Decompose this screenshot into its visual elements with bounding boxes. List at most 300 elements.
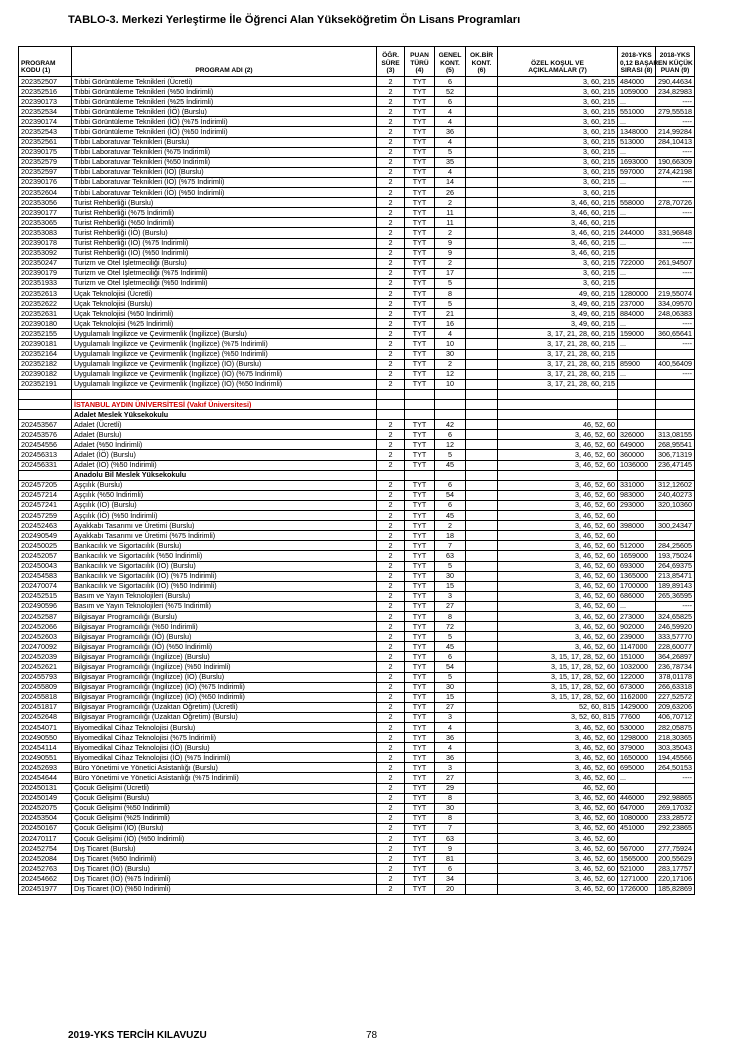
cell-extra-quota (466, 702, 498, 712)
cell-extra-quota (466, 490, 498, 500)
cell-success-rank (618, 389, 656, 399)
cell-program-code: 202352191 (19, 379, 72, 389)
cell-duration: 2 (377, 450, 405, 460)
cell-program-code: 202390177 (19, 208, 72, 218)
cell-extra-quota (466, 571, 498, 581)
cell-success-rank (618, 188, 656, 198)
cell-program-name: Aşçılık (Burslu) (72, 480, 377, 490)
cell-general-quota: 17 (435, 268, 466, 278)
cell-success-rank: 1565000 (618, 854, 656, 864)
cell-score-type: TYT (405, 127, 435, 137)
cell-score-type: TYT (405, 218, 435, 228)
cell-conditions: 3, 46, 52, 60 (498, 773, 618, 783)
cell-extra-quota (466, 622, 498, 632)
cell-general-quota: 5 (435, 450, 466, 460)
table-row (19, 601, 695, 611)
cell-extra-quota (466, 218, 498, 228)
cell-min-score: 209,63206 (656, 702, 695, 712)
cell-program-code: 202352534 (19, 107, 72, 117)
header-duration (377, 47, 405, 77)
cell-program-name: Adalet (Burslu) (72, 430, 377, 440)
cell-program-name: Basım ve Yayın Teknolojileri (%75 İndirimli) (72, 601, 377, 611)
cell-general-quota: 6 (435, 500, 466, 510)
cell-extra-quota (466, 117, 498, 127)
cell-program-name: Bilgisayar Programcılığı (İngilizce) (İÖ) (%75 İndirimli) (72, 682, 377, 692)
cell-general-quota: 8 (435, 793, 466, 803)
cell-conditions: 3, 46, 52, 60 (498, 490, 618, 500)
cell-general-quota: 14 (435, 177, 466, 187)
cell-success-rank: 159000 (618, 329, 656, 339)
cell-program-code: 202454114 (19, 743, 72, 753)
cell-general-quota: 30 (435, 803, 466, 813)
cell-success-rank: 983000 (618, 490, 656, 500)
cell-conditions: 3, 46, 52, 60 (498, 823, 618, 833)
cell-success-rank: 513000 (618, 137, 656, 147)
cell-min-score: 283,17757 (656, 864, 695, 874)
header-line: ÖĞR. (382, 52, 399, 60)
cell-conditions: 3, 46, 60, 215 (498, 198, 618, 208)
cell-program-name: Bilgisayar Programcılığı (İngilizce) (%50 İndirimli) (72, 662, 377, 672)
cell-conditions: 3, 46, 52, 60 (498, 763, 618, 773)
table-row (19, 379, 695, 389)
cell-min-score: 219,55074 (656, 288, 695, 298)
cell-program-code: 202352613 (19, 288, 72, 298)
cell-success-rank: ... (618, 177, 656, 187)
cell-duration: 2 (377, 117, 405, 127)
cell-min-score: 220,17106 (656, 874, 695, 884)
cell-min-score (656, 218, 695, 228)
cell-duration: 2 (377, 611, 405, 621)
header-line: SIRASI (8) (620, 67, 653, 75)
cell-score-type: TYT (405, 278, 435, 288)
cell-score-type: TYT (405, 551, 435, 561)
cell-min-score: ---- (656, 339, 695, 349)
cell-min-score: 324,65825 (656, 611, 695, 621)
cell-score-type: TYT (405, 299, 435, 309)
cell-conditions: 3, 46, 52, 60 (498, 844, 618, 854)
table-row (19, 430, 695, 440)
cell-program-name: Uygulamalı İngilizce ve Çevirmenlik (İngilizce) (İÖ) (%50 İndirimli) (72, 379, 377, 389)
cell-extra-quota (466, 278, 498, 288)
cell-general-quota: 54 (435, 662, 466, 672)
cell-duration: 2 (377, 581, 405, 591)
table-row (19, 177, 695, 187)
cell-program-code: 202352622 (19, 299, 72, 309)
cell-general-quota: 81 (435, 854, 466, 864)
cell-min-score: ---- (656, 773, 695, 783)
cell-min-score (656, 278, 695, 288)
header-line: 2018-YKS (621, 52, 652, 60)
cell-conditions: 3, 46, 60, 215 (498, 228, 618, 238)
cell-conditions (498, 470, 618, 480)
cell-program-code: 202352561 (19, 137, 72, 147)
cell-program-code: 202353083 (19, 228, 72, 238)
cell-general-quota: 9 (435, 248, 466, 258)
cell-score-type: TYT (405, 682, 435, 692)
cell-extra-quota (466, 77, 498, 87)
cell-duration: 2 (377, 208, 405, 218)
cell-program-code: 202452693 (19, 763, 72, 773)
cell-success-rank (618, 278, 656, 288)
cell-success-rank: ... (618, 339, 656, 349)
cell-program-name: Turist Rehberliği (%75 İndirimli) (72, 208, 377, 218)
cell-program-name: Bankacılık ve Sigortacılık (İÖ) (Burslu) (72, 561, 377, 571)
cell-general-quota: 2 (435, 521, 466, 531)
cell-success-rank: 446000 (618, 793, 656, 803)
cell-program-name: Çocuk Gelişimi (%50 İndirimli) (72, 803, 377, 813)
table-row (19, 773, 695, 783)
cell-conditions: 3, 17, 21, 28, 60, 215 (498, 329, 618, 339)
cell-program-code: 202390180 (19, 319, 72, 329)
cell-general-quota: 4 (435, 723, 466, 733)
cell-duration: 2 (377, 127, 405, 137)
cell-conditions: 3, 49, 60, 215 (498, 309, 618, 319)
cell-program-code: 202452621 (19, 662, 72, 672)
cell-program-name: Dış Ticaret (%50 İndirimli) (72, 854, 377, 864)
table-row (19, 127, 695, 137)
cell-success-rank: 695000 (618, 763, 656, 773)
cell-min-score (656, 511, 695, 521)
cell-score-type: TYT (405, 440, 435, 450)
cell-extra-quota (466, 188, 498, 198)
cell-min-score: 185,82869 (656, 884, 695, 894)
cell-duration: 2 (377, 258, 405, 268)
cell-duration: 2 (377, 288, 405, 298)
cell-program-name: Uygulamalı İngilizce ve Çevirmenlik (İngilizce) (İÖ) (%75 İndirimli) (72, 369, 377, 379)
header-line: KONT. (440, 59, 460, 67)
cell-extra-quota (466, 137, 498, 147)
cell-conditions: 3, 46, 60, 215 (498, 238, 618, 248)
cell-program-name: Aşçılık (İÖ) (Burslu) (72, 500, 377, 510)
cell-success-rank: 273000 (618, 611, 656, 621)
cell-extra-quota (466, 884, 498, 894)
cell-conditions (498, 389, 618, 399)
table-row (19, 258, 695, 268)
cell-program-name: Uygulamalı İngilizce ve Çevirmenlik (İngilizce) (İÖ) (Burslu) (72, 359, 377, 369)
cell-program-name: Aşçılık (İÖ) (%50 İndirimli) (72, 511, 377, 521)
cell-program-code: 202452515 (19, 591, 72, 601)
cell-score-type: TYT (405, 480, 435, 490)
cell-program-code: 202454071 (19, 723, 72, 733)
table-row (19, 591, 695, 601)
cell-general-quota: 2 (435, 258, 466, 268)
cell-min-score: 213,85471 (656, 571, 695, 581)
cell-score-type (405, 389, 435, 399)
table-row (19, 369, 695, 379)
header-score-type (405, 47, 435, 77)
page-number: 78 (366, 1030, 378, 1041)
cell-success-rank: ... (618, 601, 656, 611)
cell-conditions: 3, 46, 52, 60 (498, 581, 618, 591)
header-program-code (19, 47, 72, 77)
cell-extra-quota (466, 682, 498, 692)
cell-score-type: TYT (405, 137, 435, 147)
cell-conditions: 3, 52, 60, 815 (498, 712, 618, 722)
cell-program-code: 202457214 (19, 490, 72, 500)
cell-conditions: 3, 60, 215 (498, 258, 618, 268)
table-row (19, 864, 695, 874)
cell-general-quota: 52 (435, 87, 466, 97)
cell-program-code: 202454556 (19, 440, 72, 450)
cell-extra-quota (466, 541, 498, 551)
cell-extra-quota (466, 793, 498, 803)
cell-min-score: 269,17032 (656, 803, 695, 813)
cell-score-type: TYT (405, 359, 435, 369)
cell-score-type: TYT (405, 864, 435, 874)
cell-program-name: Bankacılık ve Sigortacılık (İÖ) (%75 İndirimli) (72, 571, 377, 581)
cell-score-type: TYT (405, 662, 435, 672)
cell-program-code: 202351933 (19, 278, 72, 288)
cell-program-name: Uçak Teknolojisi (Burslu) (72, 299, 377, 309)
cell-extra-quota (466, 763, 498, 773)
cell-success-rank: 673000 (618, 682, 656, 692)
cell-success-rank (618, 218, 656, 228)
cell-success-rank: 85900 (618, 359, 656, 369)
header-line: PROGRAM (21, 59, 56, 67)
cell-duration: 2 (377, 874, 405, 884)
cell-duration: 2 (377, 147, 405, 157)
cell-program-name: Dış Ticaret (İÖ) (%75 İndirimli) (72, 874, 377, 884)
cell-success-rank (618, 379, 656, 389)
cell-success-rank (618, 400, 656, 410)
cell-program-name: Turizm ve Otel İşletmeciliği (Burslu) (72, 258, 377, 268)
cell-duration: 2 (377, 632, 405, 642)
cell-general-quota: 10 (435, 339, 466, 349)
cell-score-type: TYT (405, 591, 435, 601)
cell-score-type: TYT (405, 874, 435, 884)
cell-score-type: TYT (405, 87, 435, 97)
cell-program-code: 202352164 (19, 349, 72, 359)
cell-duration: 2 (377, 339, 405, 349)
cell-duration: 2 (377, 268, 405, 278)
cell-program-name: Ayakkabı Tasarımı ve Üretimi (Burslu) (72, 521, 377, 531)
cell-success-rank: ... (618, 238, 656, 248)
cell-conditions: 3, 46, 52, 60 (498, 521, 618, 531)
cell-min-score: 320,10360 (656, 500, 695, 510)
header-line: PROGRAM ADI (2) (195, 67, 253, 75)
cell-conditions: 3, 60, 215 (498, 268, 618, 278)
header-line: (4) (415, 67, 424, 75)
cell-duration: 2 (377, 218, 405, 228)
cell-extra-quota (466, 299, 498, 309)
cell-extra-quota (466, 854, 498, 864)
cell-duration: 2 (377, 823, 405, 833)
cell-extra-quota (466, 803, 498, 813)
cell-duration: 2 (377, 238, 405, 248)
cell-min-score: ---- (656, 97, 695, 107)
cell-success-rank (618, 410, 656, 420)
cell-conditions: 3, 15, 17, 28, 52, 60 (498, 662, 618, 672)
header-min-score (656, 47, 695, 77)
cell-extra-quota (466, 611, 498, 621)
cell-program-code: 202452587 (19, 611, 72, 621)
cell-conditions: 3, 46, 52, 60 (498, 733, 618, 743)
cell-general-quota: 2 (435, 198, 466, 208)
cell-general-quota: 2 (435, 228, 466, 238)
table-row (19, 541, 695, 551)
cell-duration: 2 (377, 753, 405, 763)
header-line: (6) (477, 67, 486, 75)
table-row (19, 712, 695, 722)
cell-duration: 2 (377, 359, 405, 369)
cell-extra-quota (466, 743, 498, 753)
cell-duration: 2 (377, 702, 405, 712)
cell-min-score: 284,10413 (656, 137, 695, 147)
cell-duration: 2 (377, 844, 405, 854)
cell-program-name: Bankacılık ve Sigortacılık (%50 İndirimli) (72, 551, 377, 561)
cell-min-score: 292,23865 (656, 823, 695, 833)
table-row (19, 167, 695, 177)
cell-success-rank: 1080000 (618, 813, 656, 823)
cell-score-type: TYT (405, 77, 435, 87)
cell-success-rank: 1271000 (618, 874, 656, 884)
cell-program-name: Çocuk Gelişimi (%25 İndirimli) (72, 813, 377, 823)
cell-conditions: 3, 46, 52, 60 (498, 793, 618, 803)
cell-general-quota: 4 (435, 107, 466, 117)
cell-min-score: 333,57770 (656, 632, 695, 642)
cell-duration: 2 (377, 692, 405, 702)
table-row (19, 823, 695, 833)
cell-program-name: Turist Rehberliği (İÖ) (Burslu) (72, 228, 377, 238)
cell-general-quota: 4 (435, 743, 466, 753)
cell-score-type: TYT (405, 601, 435, 611)
header-line: (3) (386, 67, 395, 75)
cell-program-code: 202453567 (19, 420, 72, 430)
cell-program-code: 202353056 (19, 198, 72, 208)
cell-success-rank: ... (618, 268, 656, 278)
cell-min-score: 364,26897 (656, 652, 695, 662)
header-program-name (72, 47, 377, 77)
cell-program-name: Turist Rehberliği (%50 İndirimli) (72, 218, 377, 228)
cell-program-name: Tıbbi Laboratuvar Teknikleri (İÖ) (%50 İndirimli) (72, 188, 377, 198)
cell-program-name: Uygulamalı İngilizce ve Çevirmenlik (İngilizce) (Burslu) (72, 329, 377, 339)
cell-duration: 2 (377, 329, 405, 339)
cell-general-quota: 63 (435, 551, 466, 561)
cell-general-quota: 11 (435, 208, 466, 218)
table-row (19, 682, 695, 692)
cell-program-code: 202352579 (19, 157, 72, 167)
cell-duration: 2 (377, 854, 405, 864)
cell-program-code: 202352516 (19, 87, 72, 97)
header-line: ÖZEL KOŞUL VE (531, 59, 584, 67)
cell-general-quota: 26 (435, 188, 466, 198)
cell-extra-quota (466, 783, 498, 793)
table-row (19, 854, 695, 864)
cell-duration: 2 (377, 188, 405, 198)
cell-program-code: 202352604 (19, 188, 72, 198)
cell-general-quota: 5 (435, 147, 466, 157)
cell-success-rank: 558000 (618, 198, 656, 208)
cell-conditions: 3, 46, 52, 60 (498, 753, 618, 763)
cell-min-score (656, 248, 695, 258)
cell-program-name: Biyomedikal Cihaz Teknolojisi (İÖ) (%75 İndirimli) (72, 753, 377, 763)
cell-duration: 2 (377, 723, 405, 733)
cell-min-score (656, 349, 695, 359)
cell-conditions: 3, 60, 215 (498, 127, 618, 137)
cell-duration (377, 389, 405, 399)
cell-conditions: 3, 46, 52, 60 (498, 591, 618, 601)
table-row (19, 874, 695, 884)
cell-extra-quota (466, 87, 498, 97)
cell-min-score: 236,47145 (656, 460, 695, 470)
cell-general-quota: 36 (435, 733, 466, 743)
cell-program-code: 202452039 (19, 652, 72, 662)
cell-conditions: 3, 60, 215 (498, 107, 618, 117)
cell-general-quota: 54 (435, 490, 466, 500)
cell-general-quota: 4 (435, 329, 466, 339)
cell-min-score (656, 410, 695, 420)
table-row (19, 500, 695, 510)
cell-duration: 2 (377, 511, 405, 521)
table-row (19, 188, 695, 198)
cell-program-code: 202452066 (19, 622, 72, 632)
cell-extra-quota (466, 167, 498, 177)
cell-general-quota: 18 (435, 531, 466, 541)
cell-general-quota: 45 (435, 642, 466, 652)
cell-general-quota: 20 (435, 884, 466, 894)
table-row (19, 521, 695, 531)
cell-score-type (405, 470, 435, 480)
cell-extra-quota (466, 319, 498, 329)
cell-score-type: TYT (405, 268, 435, 278)
cell-min-score: 290,44634 (656, 77, 695, 87)
cell-score-type: TYT (405, 157, 435, 167)
cell-extra-quota (466, 733, 498, 743)
cell-conditions: 3, 60, 215 (498, 177, 618, 187)
cell-score-type: TYT (405, 339, 435, 349)
cell-program-name: Basım ve Yayın Teknolojileri (Burslu) (72, 591, 377, 601)
cell-duration: 2 (377, 793, 405, 803)
cell-program-code: 202455818 (19, 692, 72, 702)
cell-general-quota: 3 (435, 591, 466, 601)
cell-program-code: 202353092 (19, 248, 72, 258)
table-row (19, 319, 695, 329)
cell-program-code: 202470092 (19, 642, 72, 652)
cell-extra-quota (466, 874, 498, 884)
cell-program-code: 202454583 (19, 571, 72, 581)
cell-conditions: 3, 60, 215 (498, 157, 618, 167)
cell-conditions: 3, 46, 52, 60 (498, 743, 618, 753)
cell-program-code: 202456313 (19, 450, 72, 460)
cell-conditions: 3, 46, 52, 60 (498, 480, 618, 490)
cell-score-type: TYT (405, 500, 435, 510)
cell-general-quota: 35 (435, 157, 466, 167)
cell-conditions: 3, 46, 60, 215 (498, 208, 618, 218)
cell-general-quota: 30 (435, 682, 466, 692)
cell-success-rank: 1032000 (618, 662, 656, 672)
cell-general-quota: 36 (435, 753, 466, 763)
cell-conditions: 3, 17, 21, 28, 60, 215 (498, 359, 618, 369)
cell-conditions: 3, 46, 52, 60 (498, 813, 618, 823)
cell-min-score: 278,70726 (656, 198, 695, 208)
cell-extra-quota (466, 823, 498, 833)
cell-success-rank: 530000 (618, 723, 656, 733)
cell-score-type: TYT (405, 672, 435, 682)
cell-min-score (656, 389, 695, 399)
cell-success-rank: 512000 (618, 541, 656, 551)
cell-program-name: Anadolu Bil Meslek Yüksekokulu (72, 470, 377, 480)
header-line: AÇIKLAMALAR (7) (528, 67, 587, 75)
cell-success-rank: ... (618, 208, 656, 218)
cell-program-code: 202470074 (19, 581, 72, 591)
cell-general-quota: 45 (435, 511, 466, 521)
cell-general-quota: 4 (435, 167, 466, 177)
cell-program-name: Tıbbi Görüntüleme Teknikleri (Ücretli) (72, 77, 377, 87)
cell-program-name: Bilgisayar Programcılığı (İngilizce) (Burslu) (72, 652, 377, 662)
cell-success-rank: 151000 (618, 652, 656, 662)
cell-extra-quota (466, 692, 498, 702)
cell-program-code: 202450025 (19, 541, 72, 551)
